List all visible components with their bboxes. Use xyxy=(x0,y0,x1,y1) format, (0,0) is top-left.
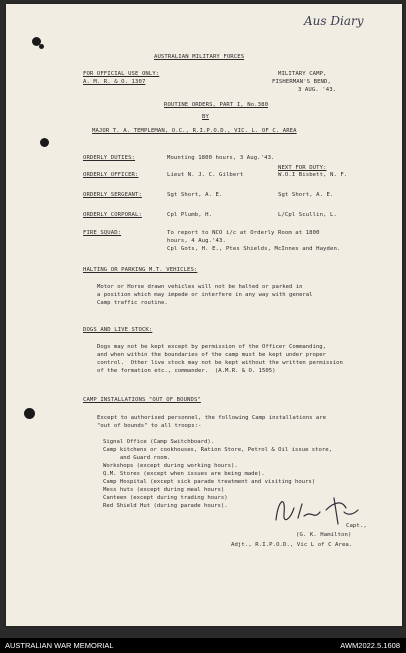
routine-orders-heading: ROUTINE ORDERS, PART I, No.380 xyxy=(164,102,269,108)
list-item: and Guard room. xyxy=(103,455,171,461)
section-body: Motor or Horse drawn vehicles will not be halted or parked in a position which may impede or interfere in any way with general Camp traffic routine. xyxy=(97,284,313,306)
section-heading: DOGS AND LIVE STOCK: xyxy=(83,327,153,333)
handwritten-note: Aus Diary xyxy=(304,14,364,28)
orderly-officer-value: Lieut N. J. C. Gilbert xyxy=(167,172,244,178)
signatory-rank: Capt., xyxy=(346,523,367,529)
place-name: FISHERMAN'S BEND, xyxy=(272,79,331,85)
orderly-corporal-value: Cpl Plumb, H. xyxy=(167,212,213,218)
orderly-sergeant-next: Sgt Short, A. E. xyxy=(278,192,334,198)
by-line: BY xyxy=(202,114,209,120)
section-intro: Except to authorised personnel, the following Camp installations are "out of bounds" to all troops:- xyxy=(97,415,327,429)
next-for-duty-heading: NEXT FOR DUTY: xyxy=(278,165,327,171)
section-heading: CAMP INSTALLATIONS "OUT OF BOUNDS" xyxy=(83,397,201,403)
list-item: Workshops (except during working hours). xyxy=(103,463,238,469)
amr-reference: A. M. R. & O. 1307 xyxy=(83,79,146,85)
orderly-corporal-next: L/Cpl Scullin, L. xyxy=(278,212,337,218)
archive-footer xyxy=(0,638,406,653)
list-item: Mess huts (except during meal hours) xyxy=(103,487,225,493)
punch-hole xyxy=(39,44,44,49)
document-page xyxy=(6,4,402,626)
orderly-sergeant-label: ORDERLY SERGEANT: xyxy=(83,192,142,198)
section-heading: HALTING OR PARKING M.T. VEHICLES: xyxy=(83,267,198,273)
orderly-duties-value: Mounting 1800 hours, 3 Aug.'43. xyxy=(167,155,275,161)
list-item: Camp Hospital (except sick parade treatment and visiting hours) xyxy=(103,479,316,485)
orderly-duties-label: ORDERLY DUTIES: xyxy=(83,155,136,161)
signatory-title: Adjt., R.I.P.O.D., Vic L of C Area. xyxy=(231,542,353,548)
institution-name: AUSTRALIAN WAR MEMORIAL xyxy=(5,641,114,650)
punch-hole xyxy=(40,138,49,147)
section-body: Dogs may not be kept except by permission of the Officer Commanding, and when within the boundaries of the camp must be kept under proper control. Other live stock may not be kept without the written permission of the formation etc., commander. (A.M.R. & O. 1505) xyxy=(97,344,343,374)
document-title: AUSTRALIAN MILITARY FORCES xyxy=(154,54,245,60)
orderly-sergeant-value: Sgt Short, A. E. xyxy=(167,192,223,198)
official-use-label: FOR OFFICIAL USE ONLY: xyxy=(83,71,160,77)
orderly-corporal-label: ORDERLY CORPORAL: xyxy=(83,212,142,218)
fire-squad-line: Cpl Gots, H. E., Ptes Shields, McInnes and Hayden. xyxy=(167,246,341,252)
order-date: 3 AUG. '43. xyxy=(298,87,337,93)
punch-hole xyxy=(24,408,35,419)
list-item: Camp kitchens or cookhouses, Ration Store, Petrol & Oil issue store, xyxy=(103,447,333,453)
archive-reference: AWM2022.5.1608 xyxy=(340,641,400,650)
camp-name: MILITARY CAMP, xyxy=(278,71,327,77)
fire-squad-line: hours, 4 Aug.'43. xyxy=(167,238,226,244)
list-item: Signal Office (Camp Switchboard). xyxy=(103,439,215,445)
fire-squad-line: To report to NCO i/c at Orderly Room at 1800 xyxy=(167,230,320,236)
orderly-officer-label: ORDERLY OFFICER: xyxy=(83,172,139,178)
fire-squad-label: FIRE SQUAD: xyxy=(83,230,122,236)
issuing-officer: MAJOR T. A. TEMPLEMAN, O.C., R.I.P.O.D., VIC. L. OF C. AREA xyxy=(92,128,297,134)
orderly-officer-next: W.O.I Bisbett, N. F. xyxy=(278,172,348,178)
list-item: Canteen (except during trading hours) xyxy=(103,495,228,501)
signatory-name: (G. K. Hamilton) xyxy=(296,532,352,538)
list-item: Red Shield Hut (during parade hours). xyxy=(103,503,228,509)
list-item: Q.M. Stores (except when issues are being made). xyxy=(103,471,265,477)
